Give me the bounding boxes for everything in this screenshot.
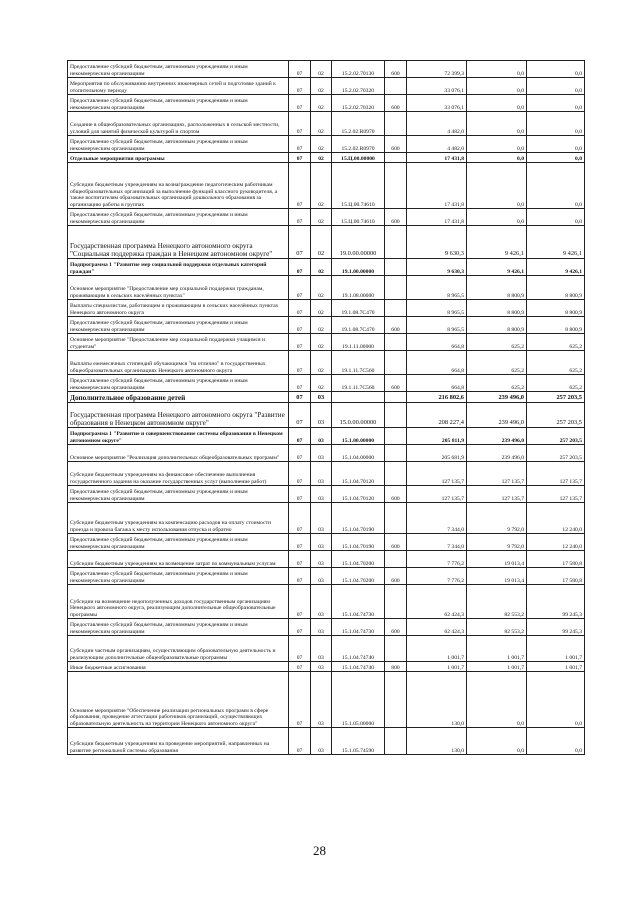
amount-year2-cell: 0,0 <box>467 209 527 226</box>
row-name-cell: Предоставление субсидий бюджетным, автономным учреждениям и иным некоммерческим организациям <box>68 136 289 153</box>
subsection-code-cell: 03 <box>311 619 332 636</box>
subsection-code-cell: 02 <box>311 334 332 351</box>
amount-year1-cell: 7 776,2 <box>407 551 467 568</box>
amount-year2-cell: 0,0 <box>467 153 527 163</box>
table-row <box>68 403 585 428</box>
section-code-cell: 07 <box>289 503 311 534</box>
subsection-code-cell: 02 <box>311 317 332 334</box>
table-row <box>68 551 585 568</box>
table-row <box>68 462 585 486</box>
row-name-cell: Предоставление субсидий бюджетным, автономным учреждениям и иным некоммерческим организациям <box>68 61 289 78</box>
amount-year2-cell: 82 553,2 <box>467 619 527 636</box>
row-name-cell: Предоставление субсидий бюджетным, автономным учреждениям и иным некоммерческим организациям <box>68 95 289 112</box>
expense-type-cell <box>385 226 407 259</box>
table-row <box>68 153 585 163</box>
table-row <box>68 672 585 728</box>
amount-year3-cell: 625,2 <box>527 334 585 351</box>
table-row <box>68 662 585 672</box>
amount-year3-cell: 0,0 <box>527 112 585 136</box>
row-name-cell: Основное мероприятие "Обеспечение реализации региональных программ в сфере образования, проведение аттестации работников организаций, осуществляющих образовательную деятельность на территории Ненецкого автономного округа" <box>68 672 289 728</box>
table-row <box>68 78 585 95</box>
amount-year1-cell: 8 965,5 <box>407 276 467 300</box>
row-name-cell: Предоставление субсидий бюджетным, автономным учреждениям и иным некоммерческим организациям <box>68 486 289 503</box>
amount-year3-cell: 0,0 <box>527 61 585 78</box>
target-article-cell: 15.1.04.70120 <box>332 462 385 486</box>
row-name-cell: Основное мероприятие "Предоставление мер социальной поддержки учащимся и студентам" <box>68 334 289 351</box>
amount-year3-cell: 17 580,8 <box>527 551 585 568</box>
target-article-cell: 15.2.02.R0970 <box>332 136 385 153</box>
table-row <box>68 619 585 636</box>
amount-year1-cell: 4 482,0 <box>407 136 467 153</box>
amount-year1-cell: 7 344,0 <box>407 534 467 551</box>
amount-year1-cell: 208 227,4 <box>407 403 467 428</box>
target-article-cell: 15.1.04.70120 <box>332 486 385 503</box>
amount-year3-cell: 1 001,7 <box>527 662 585 672</box>
amount-year1-cell: 62 424,3 <box>407 619 467 636</box>
table-row <box>68 375 585 392</box>
amount-year2-cell: 625,2 <box>467 375 527 392</box>
target-article-cell: 15.1.04.74740 <box>332 636 385 662</box>
subsection-code-cell: 02 <box>311 259 332 276</box>
row-name-cell: Отдельные мероприятия программы <box>68 153 289 163</box>
expense-type-cell <box>385 153 407 163</box>
amount-year2-cell: 0,0 <box>467 61 527 78</box>
row-name-cell: Предоставление субсидий бюджетным, автономным учреждениям и иным некоммерческим организациям <box>68 534 289 551</box>
expense-type-cell <box>385 78 407 95</box>
section-code-cell: 07 <box>289 428 311 445</box>
section-code-cell: 07 <box>289 585 311 619</box>
section-code-cell: 07 <box>289 317 311 334</box>
target-article-cell: 15.Ц.00.74610 <box>332 163 385 209</box>
amount-year2-cell: 19 013,4 <box>467 551 527 568</box>
amount-year3-cell: 0,0 <box>527 136 585 153</box>
table-row <box>68 163 585 209</box>
target-article-cell: 15.1.04.00000 <box>332 445 385 462</box>
amount-year2-cell: 0,0 <box>467 163 527 209</box>
amount-year3-cell: 8 800,9 <box>527 300 585 317</box>
amount-year3-cell: 1 001,7 <box>527 636 585 662</box>
amount-year3-cell: 9 426,1 <box>527 259 585 276</box>
row-name-cell: Создание в общеобразовательных организациях, расположенных в сельской местности, условий для занятий физической культурой и спортом <box>68 112 289 136</box>
row-name-cell: Мероприятия по обслуживанию внутренних инженерных сетей и подготовке зданий к отопительному периоду <box>68 78 289 95</box>
section-code-cell: 07 <box>289 300 311 317</box>
amount-year3-cell: 0,0 <box>527 728 585 755</box>
subsection-code-cell: 03 <box>311 728 332 755</box>
target-article-cell: 19.1.11.7С560 <box>332 351 385 375</box>
section-code-cell: 07 <box>289 259 311 276</box>
amount-year2-cell: 0,0 <box>467 136 527 153</box>
target-article-cell: 15.1.04.70200 <box>332 551 385 568</box>
subsection-code-cell: 03 <box>311 392 332 403</box>
subsection-code-cell: 02 <box>311 136 332 153</box>
subsection-code-cell: 02 <box>311 61 332 78</box>
subsection-code-cell: 03 <box>311 486 332 503</box>
subsection-code-cell: 03 <box>311 503 332 534</box>
amount-year1-cell: 1 001,7 <box>407 662 467 672</box>
table-row <box>68 568 585 585</box>
expense-type-cell <box>385 276 407 300</box>
amount-year2-cell: 127 135,7 <box>467 462 527 486</box>
section-code-cell: 07 <box>289 153 311 163</box>
row-name-cell: Иные бюджетные ассигнования <box>68 662 289 672</box>
target-article-cell: 15.2.02.R0970 <box>332 112 385 136</box>
expense-type-cell <box>385 403 407 428</box>
amount-year2-cell: 0,0 <box>467 728 527 755</box>
row-name-cell: Субсидии бюджетным учреждениям на вознаграждение педагогическим работникам общеобразовательных организаций за выполнение функций классного руководителя, а также воспитателям образовательных организаций дошкольного образования за организацию работы в группах <box>68 163 289 209</box>
expense-type-cell <box>385 259 407 276</box>
section-code-cell: 07 <box>289 78 311 95</box>
section-code-cell: 07 <box>289 112 311 136</box>
subsection-code-cell: 03 <box>311 445 332 462</box>
section-code-cell: 07 <box>289 276 311 300</box>
expense-type-cell <box>385 428 407 445</box>
expense-type-cell <box>385 445 407 462</box>
section-code-cell: 07 <box>289 534 311 551</box>
expense-type-cell <box>385 672 407 728</box>
target-article-cell <box>332 392 385 403</box>
expense-type-cell <box>385 392 407 403</box>
table-row <box>68 486 585 503</box>
expense-type-cell: 600 <box>385 534 407 551</box>
row-name-cell: Основное мероприятие "Предоставление мер социальной поддержки гражданам, проживающим в сельских населённых пунктах" <box>68 276 289 300</box>
section-code-cell: 07 <box>289 209 311 226</box>
expense-type-cell <box>385 163 407 209</box>
amount-year2-cell: 9 426,1 <box>467 259 527 276</box>
amount-year1-cell: 664,8 <box>407 375 467 392</box>
row-name-cell: Государственная программа Ненецкого автономного округа "Развитие образования в Ненецком автономном округе" <box>68 403 289 428</box>
subsection-code-cell: 02 <box>311 112 332 136</box>
section-code-cell: 07 <box>289 95 311 112</box>
amount-year2-cell: 625,2 <box>467 351 527 375</box>
row-name-cell: Подпрограмма 1 "Развитие и совершенствование системы образования в Ненецком автономном округе" <box>68 428 289 445</box>
subsection-code-cell: 02 <box>311 95 332 112</box>
subsection-code-cell: 03 <box>311 672 332 728</box>
amount-year1-cell: 127 135,7 <box>407 486 467 503</box>
budget-table <box>67 60 585 755</box>
subsection-code-cell: 02 <box>311 375 332 392</box>
target-article-cell: 15.1.05.74590 <box>332 728 385 755</box>
row-name-cell: Субсидии на возмещение недополученных доходов государственным организациям Ненецкого автономного округа, реализующим дополнительные общеобразовательные программы <box>68 585 289 619</box>
amount-year3-cell: 0,0 <box>527 78 585 95</box>
expense-type-cell: 600 <box>385 317 407 334</box>
amount-year3-cell: 0,0 <box>527 163 585 209</box>
target-article-cell: 15.Ц.00.74610 <box>332 209 385 226</box>
section-code-cell: 07 <box>289 334 311 351</box>
amount-year1-cell: 7 344,0 <box>407 503 467 534</box>
row-name-cell: Основное мероприятие "Реализация дополнительных общеобразовательных программ" <box>68 445 289 462</box>
subsection-code-cell: 03 <box>311 551 332 568</box>
table-row <box>68 728 585 755</box>
amount-year3-cell: 257 203,5 <box>527 428 585 445</box>
subsection-code-cell: 03 <box>311 662 332 672</box>
amount-year1-cell: 9 630,3 <box>407 259 467 276</box>
section-code-cell: 07 <box>289 568 311 585</box>
subsection-code-cell: 03 <box>311 428 332 445</box>
amount-year1-cell: 216 802,6 <box>407 392 467 403</box>
amount-year2-cell: 127 135,7 <box>467 486 527 503</box>
section-code-cell: 07 <box>289 551 311 568</box>
subsection-code-cell: 02 <box>311 78 332 95</box>
section-code-cell: 07 <box>289 392 311 403</box>
subsection-code-cell: 02 <box>311 226 332 259</box>
row-name-cell: Субсидии бюджетным учреждениям на возмещение затрат по коммунальным услугам <box>68 551 289 568</box>
amount-year3-cell: 0,0 <box>527 209 585 226</box>
row-name-cell: Предоставление субсидий бюджетным, автономным учреждениям и иным некоммерческим организациям <box>68 209 289 226</box>
section-code-cell: 07 <box>289 662 311 672</box>
amount-year1-cell: 33 076,1 <box>407 95 467 112</box>
table-row <box>68 61 585 78</box>
table-row <box>68 445 585 462</box>
table-row <box>68 317 585 334</box>
expense-type-cell <box>385 112 407 136</box>
row-name-cell: Предоставление субсидий бюджетным, автономным учреждениям и иным некоммерческим организациям <box>68 568 289 585</box>
expense-type-cell: 600 <box>385 61 407 78</box>
expense-type-cell: 800 <box>385 662 407 672</box>
subsection-code-cell: 02 <box>311 209 332 226</box>
amount-year3-cell: 17 580,8 <box>527 568 585 585</box>
target-article-cell: 15.2.02.70130 <box>332 61 385 78</box>
target-article-cell: 19.1.00.00000 <box>332 259 385 276</box>
section-code-cell: 07 <box>289 351 311 375</box>
expense-type-cell: 600 <box>385 568 407 585</box>
target-article-cell: 19.0.00.00000 <box>332 226 385 259</box>
amount-year1-cell: 8 965,5 <box>407 317 467 334</box>
table-row <box>68 534 585 551</box>
amount-year1-cell: 17 431,8 <box>407 209 467 226</box>
amount-year2-cell: 239 496,0 <box>467 428 527 445</box>
amount-year3-cell: 625,2 <box>527 375 585 392</box>
table-row <box>68 392 585 403</box>
subsection-code-cell: 02 <box>311 300 332 317</box>
section-code-cell: 07 <box>289 619 311 636</box>
amount-year2-cell: 0,0 <box>467 112 527 136</box>
amount-year2-cell: 0,0 <box>467 95 527 112</box>
table-row <box>68 503 585 534</box>
section-code-cell: 07 <box>289 136 311 153</box>
target-article-cell: 19.1.08.00000 <box>332 276 385 300</box>
amount-year3-cell: 0,0 <box>527 95 585 112</box>
budget-table-body <box>68 61 585 755</box>
amount-year3-cell: 8 800,9 <box>527 276 585 300</box>
section-code-cell: 07 <box>289 486 311 503</box>
amount-year2-cell: 8 800,9 <box>467 300 527 317</box>
amount-year2-cell: 8 800,9 <box>467 317 527 334</box>
subsection-code-cell: 02 <box>311 351 332 375</box>
amount-year2-cell: 0,0 <box>467 672 527 728</box>
amount-year1-cell: 664,8 <box>407 334 467 351</box>
expense-type-cell: 600 <box>385 486 407 503</box>
amount-year2-cell: 1 001,7 <box>467 636 527 662</box>
amount-year3-cell: 127 135,7 <box>527 486 585 503</box>
expense-type-cell <box>385 551 407 568</box>
section-code-cell: 07 <box>289 462 311 486</box>
target-article-cell: 15.0.00.00000 <box>332 403 385 428</box>
target-article-cell: 15.1.04.70190 <box>332 534 385 551</box>
target-article-cell: 15.1.00.00000 <box>332 428 385 445</box>
expense-type-cell <box>385 636 407 662</box>
expense-type-cell <box>385 334 407 351</box>
subsection-code-cell: 03 <box>311 462 332 486</box>
expense-type-cell <box>385 300 407 317</box>
expense-type-cell: 600 <box>385 136 407 153</box>
target-article-cell: 15.2.02.70320 <box>332 95 385 112</box>
target-article-cell: 15.1.04.74730 <box>332 585 385 619</box>
target-article-cell: 19.1.08.7С470 <box>332 317 385 334</box>
row-name-cell: Субсидии частным организациям, осуществляющим образовательную деятельность и реализующим дополнительные общеобразовательные программы <box>68 636 289 662</box>
expense-type-cell <box>385 503 407 534</box>
amount-year1-cell: 7 776,2 <box>407 568 467 585</box>
amount-year2-cell: 239 496,0 <box>467 445 527 462</box>
table-row <box>68 136 585 153</box>
expense-type-cell <box>385 728 407 755</box>
section-code-cell: 07 <box>289 403 311 428</box>
row-name-cell: Предоставление субсидий бюджетным, автономным учреждениям и иным некоммерческим организациям <box>68 375 289 392</box>
section-code-cell: 07 <box>289 672 311 728</box>
amount-year3-cell: 257 203,5 <box>527 445 585 462</box>
row-name-cell: Субсидии бюджетным учреждениям на компенсацию расходов на оплату стоимости проезда и провоза багажа к месту использования отпуска и обратно <box>68 503 289 534</box>
target-article-cell: 15.1.04.74730 <box>332 619 385 636</box>
row-name-cell: Предоставление субсидий бюджетным, автономным учреждениям и иным некоммерческим организациям <box>68 317 289 334</box>
row-name-cell: Субсидии бюджетным учреждениям на проведение мероприятий, направленных на развитие региональной системы образования <box>68 728 289 755</box>
section-code-cell: 07 <box>289 636 311 662</box>
subsection-code-cell: 02 <box>311 276 332 300</box>
table-row <box>68 209 585 226</box>
amount-year3-cell: 257 203,5 <box>527 403 585 428</box>
subsection-code-cell: 03 <box>311 636 332 662</box>
amount-year2-cell: 625,2 <box>467 334 527 351</box>
table-row <box>68 428 585 445</box>
amount-year1-cell: 62 424,3 <box>407 585 467 619</box>
table-row <box>68 226 585 259</box>
target-article-cell: 19.1.11.00000 <box>332 334 385 351</box>
table-row <box>68 585 585 619</box>
amount-year1-cell: 205 681,9 <box>407 445 467 462</box>
row-name-cell: Подпрограмма 1 "Развитие мер социальной поддержки отдельных категорий граждан" <box>68 259 289 276</box>
amount-year1-cell: 664,8 <box>407 351 467 375</box>
target-article-cell: 15.1.04.70200 <box>332 568 385 585</box>
target-article-cell: 15.1.05.00000 <box>332 672 385 728</box>
section-code-cell: 07 <box>289 163 311 209</box>
table-row <box>68 95 585 112</box>
subsection-code-cell: 03 <box>311 534 332 551</box>
amount-year3-cell: 0,0 <box>527 672 585 728</box>
row-name-cell: Субсидии бюджетным учреждениям на финансовое обеспечение выполнения государственного задания на оказание государственных услуг (выполнение работ) <box>68 462 289 486</box>
amount-year1-cell: 205 811,9 <box>407 428 467 445</box>
amount-year2-cell: 8 800,9 <box>467 276 527 300</box>
amount-year3-cell: 12 240,0 <box>527 534 585 551</box>
target-article-cell: 19.1.11.7С560 <box>332 375 385 392</box>
subsection-code-cell: 03 <box>311 568 332 585</box>
target-article-cell: 15.1.04.74740 <box>332 662 385 672</box>
amount-year2-cell: 82 553,2 <box>467 585 527 619</box>
row-name-cell: Государственная программа Ненецкого автономного округа "Социальная поддержка граждан в Ненецком автономном округе" <box>68 226 289 259</box>
amount-year2-cell: 239 496,0 <box>467 403 527 428</box>
expense-type-cell: 600 <box>385 619 407 636</box>
amount-year3-cell: 8 800,9 <box>527 317 585 334</box>
table-row <box>68 276 585 300</box>
amount-year2-cell: 9 426,1 <box>467 226 527 259</box>
amount-year3-cell: 257 203,5 <box>527 392 585 403</box>
amount-year2-cell: 0,0 <box>467 78 527 95</box>
target-article-cell: 15.1.04.70190 <box>332 503 385 534</box>
row-name-cell: Выплаты ежемесячных стипендий обучающимся "на отлично" в государственных общеобразовательных организациях Ненецкого автономного округа <box>68 351 289 375</box>
expense-type-cell: 600 <box>385 375 407 392</box>
row-name-cell: Дополнительное образование детей <box>68 392 289 403</box>
expense-type-cell: 600 <box>385 95 407 112</box>
expense-type-cell <box>385 351 407 375</box>
amount-year2-cell: 1 001,7 <box>467 662 527 672</box>
amount-year3-cell: 99 245,3 <box>527 619 585 636</box>
amount-year1-cell: 17 431,8 <box>407 163 467 209</box>
table-row <box>68 259 585 276</box>
expense-type-cell: 600 <box>385 209 407 226</box>
table-row <box>68 112 585 136</box>
subsection-code-cell: 02 <box>311 163 332 209</box>
amount-year1-cell: 72 399,3 <box>407 61 467 78</box>
amount-year1-cell: 33 076,1 <box>407 78 467 95</box>
amount-year3-cell: 625,2 <box>527 351 585 375</box>
amount-year3-cell: 99 245,3 <box>527 585 585 619</box>
amount-year1-cell: 127 135,7 <box>407 462 467 486</box>
subsection-code-cell: 03 <box>311 585 332 619</box>
expense-type-cell <box>385 585 407 619</box>
amount-year2-cell: 19 013,4 <box>467 568 527 585</box>
section-code-cell: 07 <box>289 375 311 392</box>
table-row <box>68 351 585 375</box>
table-row <box>68 334 585 351</box>
target-article-cell: 15.Ц.00.00000 <box>332 153 385 163</box>
subsection-code-cell: 03 <box>311 403 332 428</box>
target-article-cell: 19.1.08.7С470 <box>332 300 385 317</box>
amount-year3-cell: 0,0 <box>527 153 585 163</box>
amount-year1-cell: 4 482,0 <box>407 112 467 136</box>
section-code-cell: 07 <box>289 61 311 78</box>
amount-year3-cell: 127 135,7 <box>527 462 585 486</box>
target-article-cell: 15.2.02.70320 <box>332 78 385 95</box>
row-name-cell: Выплаты специалистам, работающим и проживающим в сельских населённых пунктах Ненецкого автономного округа <box>68 300 289 317</box>
amount-year1-cell: 8 965,5 <box>407 300 467 317</box>
section-code-cell: 07 <box>289 226 311 259</box>
amount-year3-cell: 9 426,1 <box>527 226 585 259</box>
amount-year1-cell: 17 431,8 <box>407 153 467 163</box>
subsection-code-cell: 02 <box>311 153 332 163</box>
amount-year1-cell: 130,0 <box>407 728 467 755</box>
amount-year2-cell: 239 496,0 <box>467 392 527 403</box>
row-name-cell: Предоставление субсидий бюджетным, автономным учреждениям и иным некоммерческим организациям <box>68 619 289 636</box>
amount-year2-cell: 9 792,0 <box>467 503 527 534</box>
amount-year1-cell: 9 630,3 <box>407 226 467 259</box>
table-row <box>68 636 585 662</box>
amount-year2-cell: 9 792,0 <box>467 534 527 551</box>
section-code-cell: 07 <box>289 445 311 462</box>
amount-year1-cell: 130,0 <box>407 672 467 728</box>
amount-year3-cell: 12 240,0 <box>527 503 585 534</box>
expense-type-cell <box>385 462 407 486</box>
page-number: 28 <box>313 843 326 858</box>
section-code-cell: 07 <box>289 728 311 755</box>
table-row <box>68 300 585 317</box>
amount-year1-cell: 1 001,7 <box>407 636 467 662</box>
